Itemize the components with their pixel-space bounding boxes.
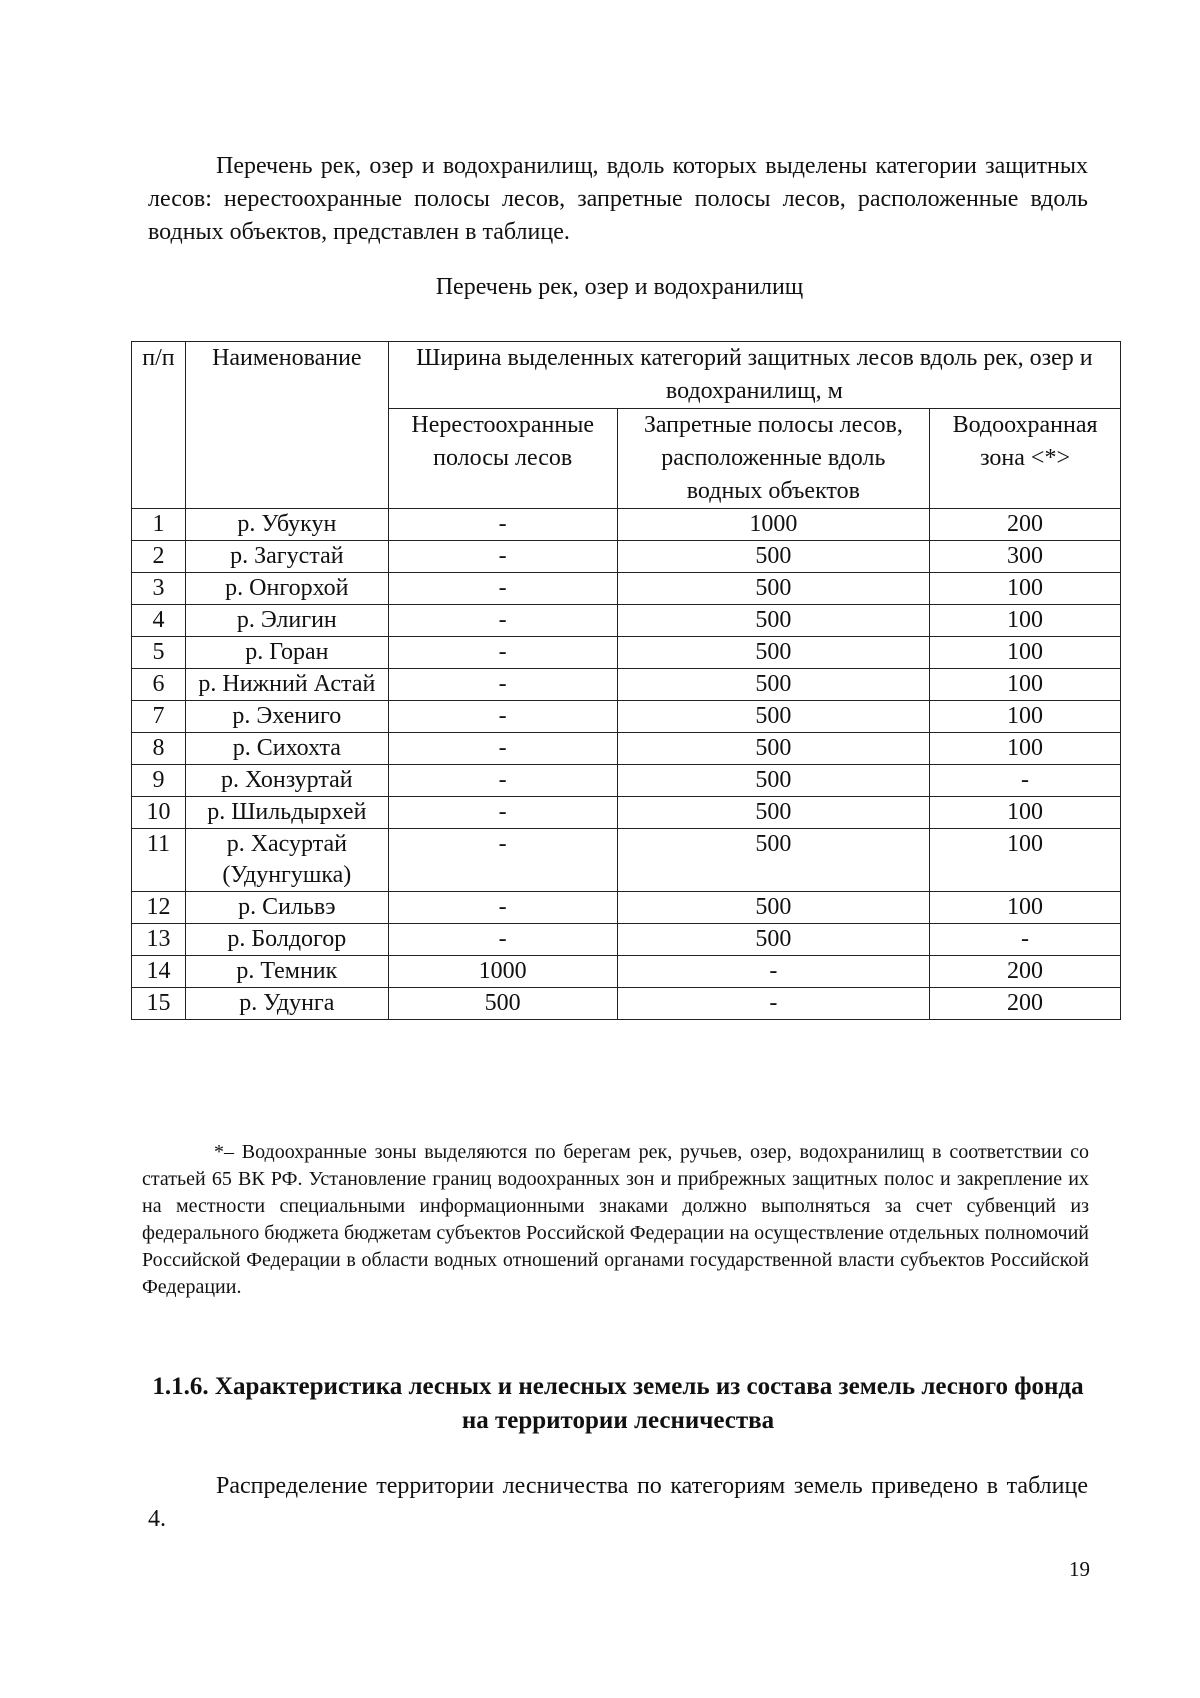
river-name: р. Эхениго [185, 701, 388, 733]
spawning-strip-width: - [388, 669, 617, 701]
restricted-strip-width: 500 [617, 797, 929, 829]
header-spawning-strips: Нерестоохранные полосы лесов [388, 409, 617, 509]
river-name: р. Онгорхой [185, 573, 388, 605]
row-number: 12 [132, 892, 186, 924]
river-name: р. Хонзуртай [185, 765, 388, 797]
footnote: *– Водоохранные зоны выделяются по берегам рек, ручьев, озер, водохранилищ в соответствии со статьей 65 ВК РФ. Установление границ водоохранных зон и прибрежных защитных полос и закрепление их на местности специальными информационными знаками должно выполняться за счет субвенций из федерального бюджета бюджетам субъектов Российской Федерации на осуществление отдельных полномочий Российской Федерации в области водных отношений органами государственной власти субъектов Российской Федерации. [142, 1141, 1089, 1298]
table-row [132, 829, 1121, 892]
restricted-strip-width: 500 [617, 541, 929, 573]
spawning-strip-width: - [388, 765, 617, 797]
restricted-strip-width: 500 [617, 765, 929, 797]
restricted-strip-width: - [617, 956, 929, 988]
row-number: 3 [132, 573, 186, 605]
water-zone-width: 100 [930, 573, 1121, 605]
restricted-strip-width: 500 [617, 924, 929, 956]
row-number: 14 [132, 956, 186, 988]
table-row [132, 509, 1121, 541]
table-row [132, 765, 1121, 797]
table-row [132, 669, 1121, 701]
table-row [132, 573, 1121, 605]
water-zone-width: - [930, 924, 1121, 956]
water-zone-width: - [930, 765, 1121, 797]
table-row [132, 637, 1121, 669]
header-group: Ширина выделенных категорий защитных лесов вдоль рек, озер и водохранилищ, м [388, 342, 1120, 409]
rivers-table [131, 341, 1121, 1020]
spawning-strip-width: - [388, 509, 617, 541]
water-zone-width: 200 [930, 956, 1121, 988]
restricted-strip-width: 500 [617, 669, 929, 701]
restricted-strip-width: 500 [617, 733, 929, 765]
header-name: Наименование [185, 342, 388, 509]
header-num: п/п [132, 342, 186, 509]
table-caption: Перечень рек, озер и водохранилищ [435, 274, 804, 300]
row-number: 10 [132, 797, 186, 829]
river-name: р. Удунга [185, 988, 388, 1020]
row-number: 15 [132, 988, 186, 1020]
table-row [132, 605, 1121, 637]
table-row [132, 956, 1121, 988]
intro-paragraph: Перечень рек, озер и водохранилищ, вдоль которых выделены категории защитных лесов: нерестоохранные полосы лесов, запретные полосы лесов, расположенные вдоль водных объектов, представлен в таблице. [148, 153, 1088, 245]
spawning-strip-width: 500 [388, 988, 617, 1020]
river-name: р. Темник [185, 956, 388, 988]
table-body [132, 509, 1121, 1020]
water-zone-width: 100 [930, 605, 1121, 637]
water-zone-width: 100 [930, 829, 1121, 892]
header-row [132, 342, 1121, 409]
row-number: 7 [132, 701, 186, 733]
water-zone-width: 100 [930, 669, 1121, 701]
spawning-strip-width: - [388, 829, 617, 892]
restricted-strip-width: 500 [617, 829, 929, 892]
row-number: 5 [132, 637, 186, 669]
table-row [132, 988, 1121, 1020]
table-row [132, 701, 1121, 733]
spawning-strip-width: - [388, 637, 617, 669]
row-number: 13 [132, 924, 186, 956]
page-number: 19 [1069, 1557, 1090, 1581]
river-name: р. Сихохта [185, 733, 388, 765]
water-zone-width: 100 [930, 637, 1121, 669]
restricted-strip-width: 500 [617, 701, 929, 733]
restricted-strip-width: 500 [617, 605, 929, 637]
water-zone-width: 200 [930, 509, 1121, 541]
row-number: 9 [132, 765, 186, 797]
river-name: р. Элигин [185, 605, 388, 637]
spawning-strip-width: - [388, 541, 617, 573]
table-row [132, 797, 1121, 829]
spawning-strip-width: - [388, 924, 617, 956]
table-row [132, 541, 1121, 573]
row-number: 2 [132, 541, 186, 573]
closing-paragraph: Распределение территории лесничества по категориям земель приведено в таблице 4. [148, 1473, 1088, 1532]
water-zone-width: 200 [930, 988, 1121, 1020]
water-zone-width: 300 [930, 541, 1121, 573]
row-number: 4 [132, 605, 186, 637]
river-name: р. Горан [185, 637, 388, 669]
table-row [132, 733, 1121, 765]
row-number: 11 [132, 829, 186, 892]
spawning-strip-width: - [388, 797, 617, 829]
restricted-strip-width: 500 [617, 573, 929, 605]
table-row [132, 892, 1121, 924]
river-name: р. Болдогор [185, 924, 388, 956]
restricted-strip-width: - [617, 988, 929, 1020]
row-number: 6 [132, 669, 186, 701]
river-name: р. Хасуртай (Удунгушка) [185, 829, 388, 892]
restricted-strip-width: 500 [617, 892, 929, 924]
river-name: р. Сильвэ [185, 892, 388, 924]
row-number: 8 [132, 733, 186, 765]
restricted-strip-width: 1000 [617, 509, 929, 541]
spawning-strip-width: - [388, 605, 617, 637]
river-name: р. Шильдырхей [185, 797, 388, 829]
header-restricted-strips: Запретные полосы лесов, расположенные вдоль водных объектов [617, 409, 929, 509]
water-zone-width: 100 [930, 733, 1121, 765]
section-heading: 1.1.6. Характеристика лесных и нелесных земель из состава земель лесного фонда на территории лесничества [152, 1373, 1084, 1434]
spawning-strip-width: - [388, 892, 617, 924]
water-zone-width: 100 [930, 701, 1121, 733]
header-water-zone: Водоохранная зона <*> [930, 409, 1121, 509]
river-name: р. Загустай [185, 541, 388, 573]
water-zone-width: 100 [930, 797, 1121, 829]
spawning-strip-width: 1000 [388, 956, 617, 988]
river-name: р. Нижний Астай [185, 669, 388, 701]
table-row [132, 924, 1121, 956]
water-zone-width: 100 [930, 892, 1121, 924]
restricted-strip-width: 500 [617, 637, 929, 669]
row-number: 1 [132, 509, 186, 541]
spawning-strip-width: - [388, 733, 617, 765]
river-name: р. Убукун [185, 509, 388, 541]
spawning-strip-width: - [388, 701, 617, 733]
spawning-strip-width: - [388, 573, 617, 605]
